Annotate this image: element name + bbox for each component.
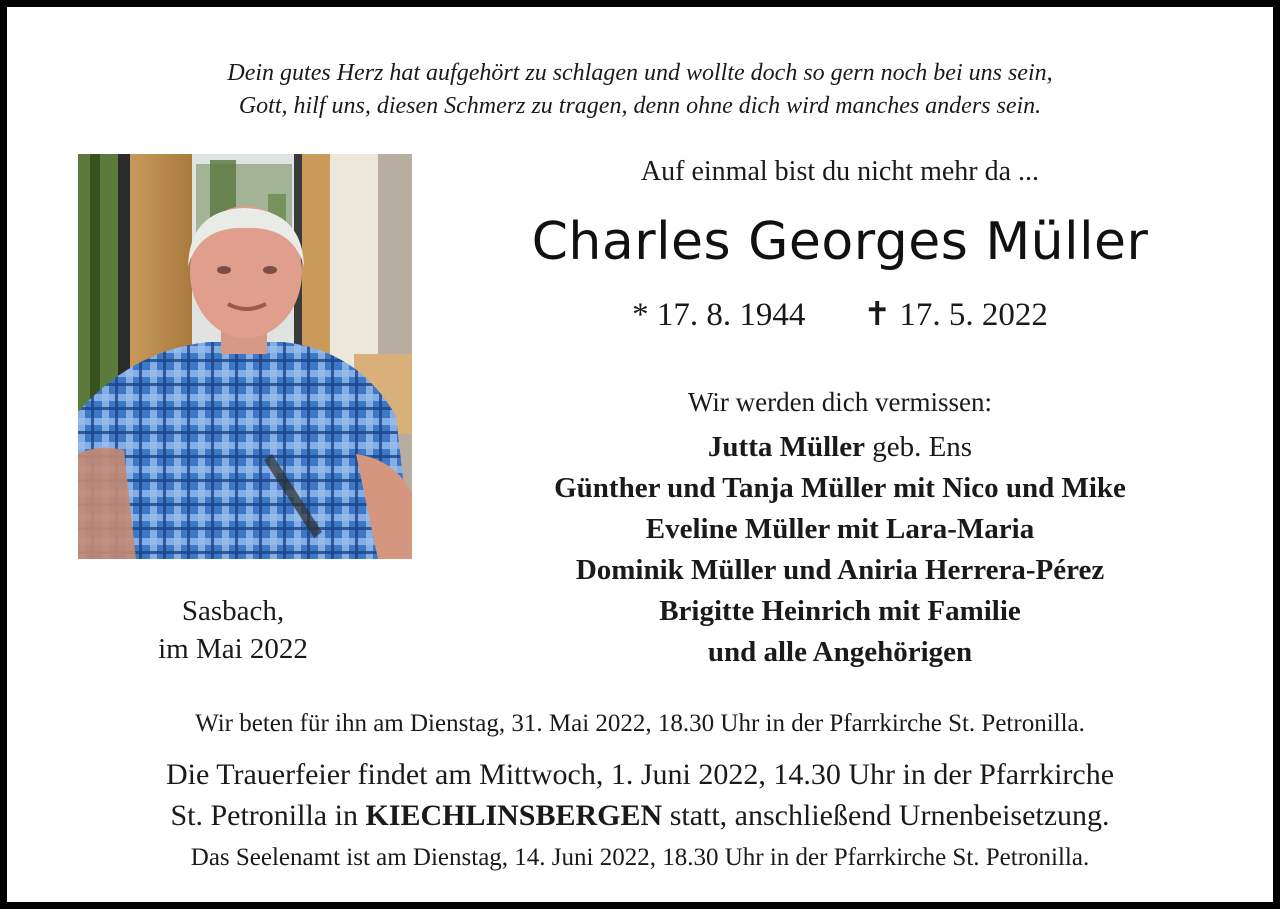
portrait-photo-icon <box>78 154 412 559</box>
intro-verse <box>7 57 1273 123</box>
place-line: Sasbach, <box>181 595 285 627</box>
funeral-line-2 <box>7 795 1273 836</box>
funeral-line-2-a: St. Petronilla in <box>170 799 366 832</box>
family-line: und alle Angehörigen <box>707 636 973 668</box>
requiem-notice: Das Seelenamt ist am Dienstag, 14. Juni 2022, 18.30 Uhr in der Pfarrkirche St. Petronilla. <box>190 844 1090 871</box>
intro-verse-line-1: Dein gutes Herz hat aufgehört zu schlagen und wollte doch so gern noch bei uns sein, <box>227 60 1053 86</box>
portrait-photo <box>78 154 412 559</box>
intro-verse-line-2: Gott, hilf uns, diesen Schmerz zu tragen, denn ohne dich wird manches anders sein. <box>238 93 1042 119</box>
family-line: Günther und Tanja Müller mit Nico und Mike <box>554 472 1126 504</box>
family-line: Eveline Müller mit Lara-Maria <box>645 513 1035 545</box>
deceased-name: Charles Georges Müller <box>531 212 1149 272</box>
miss-line: Wir werden dich vermissen: <box>687 387 993 417</box>
funeral-notice <box>7 754 1273 836</box>
life-dates <box>447 293 1233 337</box>
family-list <box>447 427 1233 673</box>
death-date: ✝ 17. 5. 2022 <box>863 297 1048 333</box>
family-maiden-name: geb. Ens <box>864 431 973 463</box>
place-and-date <box>97 592 369 668</box>
family-line: Dominik Müller und Aniria Herrera-Pérez <box>575 554 1105 586</box>
family-line <box>447 427 1233 468</box>
funeral-location: KIECHLINSBERGEN <box>365 799 663 832</box>
subtitle: Auf einmal bist du nicht mehr da ... <box>640 156 1040 187</box>
date-line: im Mai 2022 <box>158 633 308 665</box>
funeral-line-2-c: statt, anschließend Urnenbeisetzung. <box>662 799 1110 832</box>
family-name-spouse: Jutta Müller <box>707 431 865 463</box>
funeral-line-1: Die Trauerfeier findet am Mittwoch, 1. Juni 2022, 14.30 Uhr in der Pfarrkirche <box>165 758 1115 791</box>
family-line: Brigitte Heinrich mit Familie <box>659 595 1021 627</box>
birth-date: * 17. 8. 1944 <box>632 297 806 333</box>
prayer-notice: Wir beten für ihn am Dienstag, 31. Mai 2022, 18.30 Uhr in der Pfarrkirche St. Petronilla. <box>195 710 1085 737</box>
